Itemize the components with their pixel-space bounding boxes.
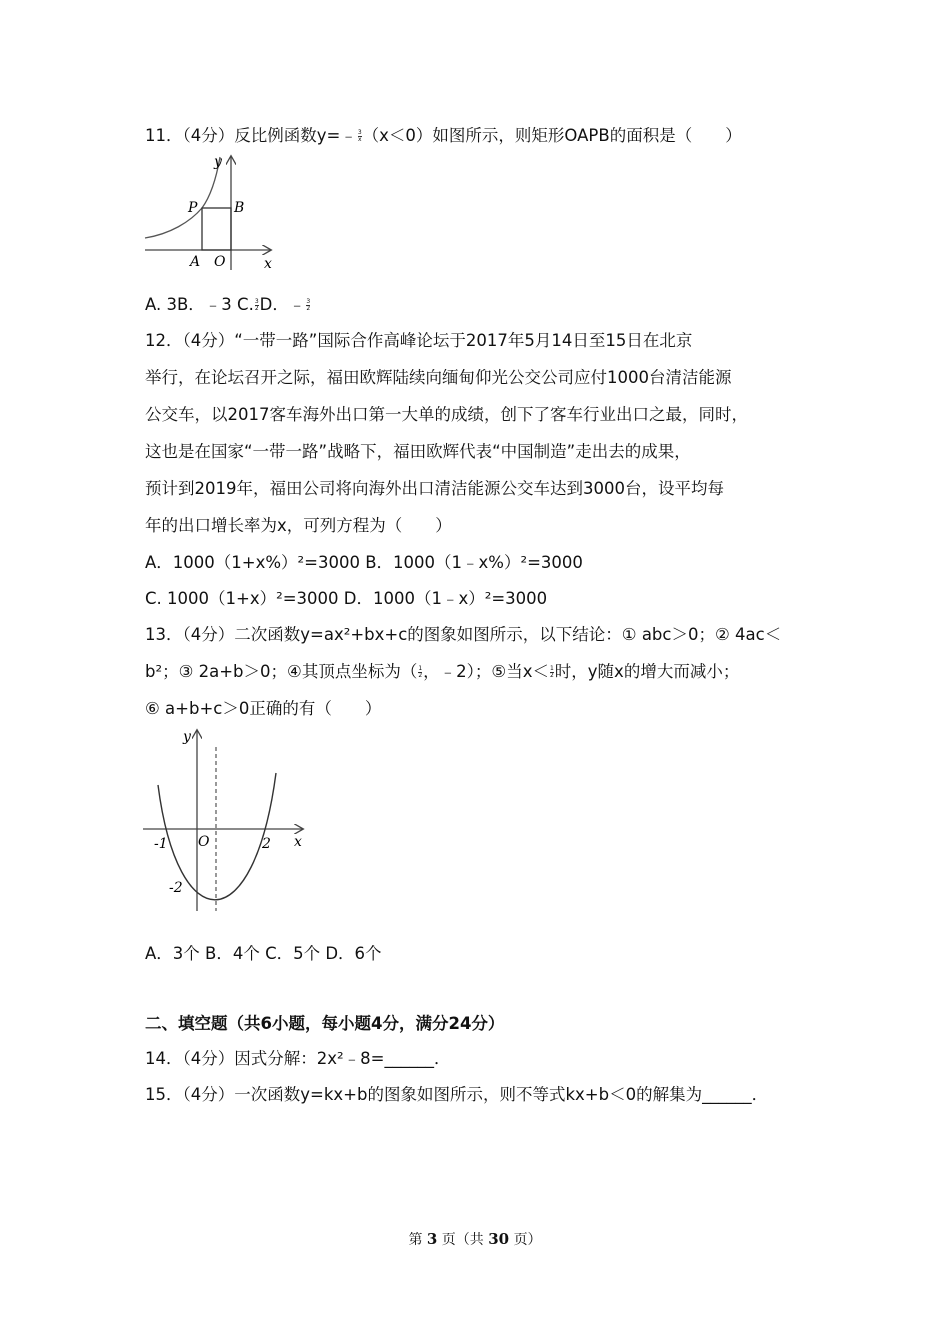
q13-label-2: 2	[262, 836, 271, 852]
q14-text: 14．（4分）因式分解：2x²﹣8=______．	[145, 1049, 451, 1068]
q13-condition-fraction: $\frac{1}{2}$	[549, 665, 554, 679]
footer-page-number: 3	[426, 1230, 438, 1248]
q11-label-y: y	[214, 154, 222, 170]
q11-label-b: B	[234, 200, 245, 216]
q13-label-x: x	[294, 834, 302, 850]
q12-line-6: 年的出口增长率为x，可列方程为（ ）	[145, 516, 452, 535]
q12-options-ab: A．1000（1+x%）²=3000 B．1000（1﹣x%）²=3000	[145, 553, 583, 572]
q13-figure	[140, 725, 315, 915]
q12-line-4: 这也是在国家“一带一路”战略下，福田欧辉代表“中国制造”走出去的成果，	[145, 442, 691, 461]
q11-option-d-fraction: $\frac{3}{2}$	[306, 298, 311, 312]
q11-options: A. 3B．﹣3 C. $\frac{3}{2}$ D．﹣ $\frac{3}{2}$	[145, 295, 311, 314]
q11-label-o: O	[214, 254, 226, 270]
q11-stem: 11．（4分）反比例函数y=﹣ $\frac{3}{x}$ （x＜0）如图所示，则矩形OAPB的面积是（ ）	[145, 126, 742, 145]
q11-fraction: $\frac{3}{x}$	[357, 129, 362, 143]
q13-line-3: ⑥ a+b+c＞0正确的有（ ）	[145, 699, 382, 718]
q11-figure	[140, 152, 285, 272]
q13-options: A．3个 B．4个 C．5个 D．6个	[145, 944, 382, 963]
q12-line-1: 12．（4分）“一带一路”国际合作高峰论坛于2017年5月14日至15日在北京	[145, 331, 693, 350]
q13-vertex-fraction: $\frac{1}{2}$	[418, 665, 423, 679]
q13-label-o: O	[198, 834, 210, 850]
q15-text: 15．（4分）一次函数y=kx+b的图象如图所示，则不等式kx+b＜0的解集为______．	[145, 1085, 769, 1104]
q12-options-cd: C. 1000（1+x）²=3000 D．1000（1﹣x）²=3000	[145, 589, 548, 608]
q12-line-3: 公交车，以2017客车海外出口第一大单的成绩，创下了客车行业出口之最，同时，	[145, 405, 748, 424]
q13-line-1: 13．（4分）二次函数y=ax²+bx+c的图象如图所示，以下结论：① abc＞0；② 4ac＜	[145, 625, 782, 644]
q12-line-5: 预计到2019年，福田公司将向海外出口清洁能源公交车达到3000台，设平均每	[145, 479, 724, 498]
section-2-heading: 二、填空题（共6小题，每小题4分，满分24分）	[145, 1014, 505, 1033]
q13-label-neg1: -1	[154, 836, 168, 852]
page-footer: 第 3 页（共 30 页）	[408, 1230, 542, 1248]
q11-label-p: P	[188, 200, 198, 216]
q13-label-neg2: -2	[169, 880, 183, 896]
q11-label-a: A	[190, 254, 201, 270]
q13-line-2: b²；③ 2a+b＞0；④其顶点坐标为（ $\frac{1}{2}$ ，﹣2）；⑤当x＜ $\frac{1}{2}$ 时，y随x的增大而减小；	[145, 662, 740, 681]
q13-label-y: y	[183, 729, 191, 745]
q12-line-2: 举行，在论坛召开之际，福田欧辉陆续向缅甸仰光公交公司应付1000台清洁能源	[145, 368, 732, 387]
q11-label-x: x	[264, 256, 272, 272]
q11-rectangle-oapb	[202, 208, 231, 250]
footer-total-pages: 30	[488, 1230, 510, 1248]
q11-hyperbola	[145, 157, 220, 238]
q11-option-c-fraction: $\frac{3}{2}$	[254, 298, 259, 312]
